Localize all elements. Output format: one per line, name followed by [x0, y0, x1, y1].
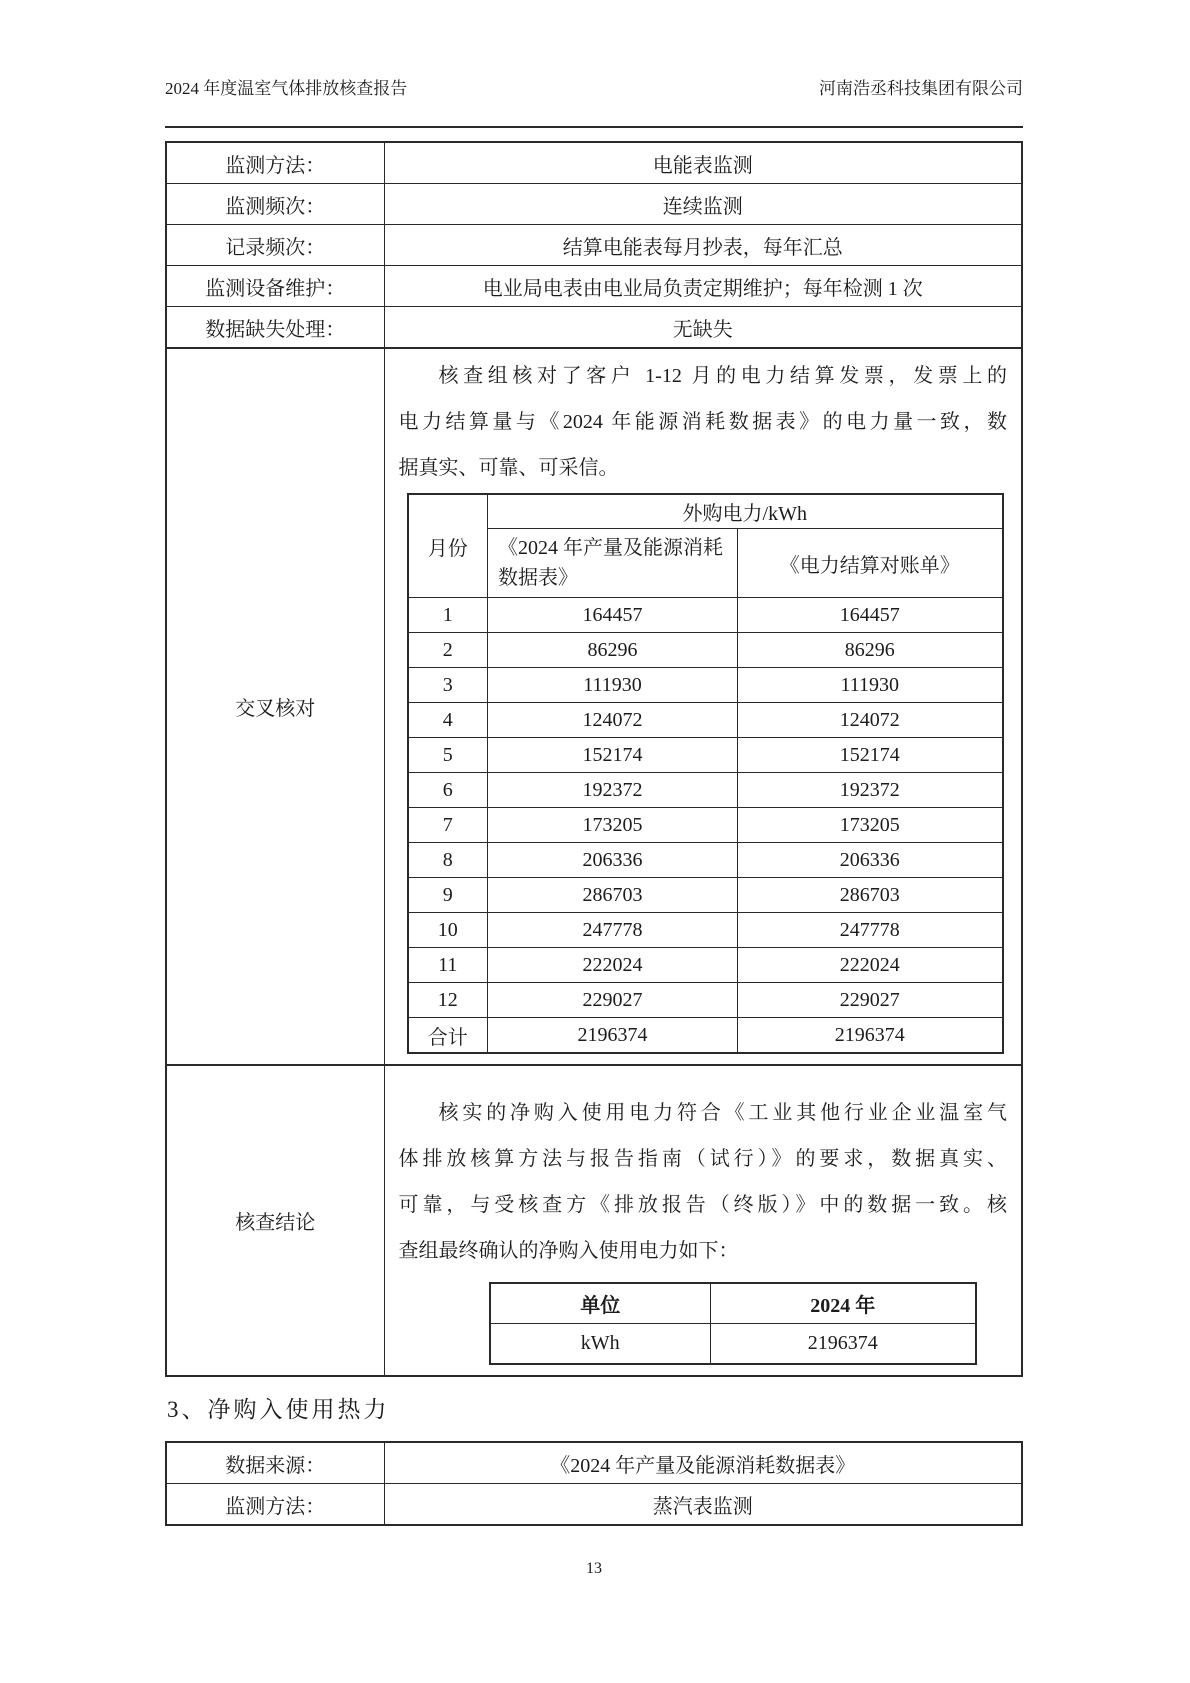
conclusion-label: 核查结论: [166, 1065, 384, 1376]
table-row: [166, 184, 1022, 225]
value-cell: 111930: [738, 668, 1003, 703]
month-column-header: 月份: [408, 494, 488, 598]
table-row: [408, 773, 1003, 808]
page-number: 13: [586, 1560, 602, 1577]
row-label: 监测频次：: [166, 184, 384, 225]
table-row: [490, 1324, 976, 1365]
header-report-title: 2024 年度温室气体排放核查报告: [165, 79, 408, 98]
row-value: 电业局电表由电业局负责定期维护；每年检测 1 次: [384, 266, 1022, 307]
table-row: [408, 878, 1003, 913]
table-row: [408, 913, 1003, 948]
table-row: [408, 668, 1003, 703]
table-row: [408, 598, 1003, 633]
table-row: [166, 266, 1022, 307]
total-value: 2196374: [738, 1018, 1003, 1054]
row-value: 无缺失: [384, 307, 1022, 349]
month-cell: 9: [408, 878, 488, 913]
paragraph-line: 体排放核算方法与报告指南（试行）》的要求，数据真实、: [398, 1148, 1007, 1170]
value-cell: 286703: [488, 878, 738, 913]
row-label: 记录频次：: [166, 225, 384, 266]
group-header: 外购电力/kWh: [488, 494, 1003, 529]
section-heading: 3、净购入使用热力: [167, 1397, 390, 1422]
month-cell: 1: [408, 598, 488, 633]
unit-header: 单位: [490, 1283, 711, 1324]
month-cell: 4: [408, 703, 488, 738]
cross-check-row: [166, 348, 1022, 1065]
table-row: [166, 225, 1022, 266]
cross-check-label: 交叉核对: [166, 348, 384, 1065]
conclusion-paragraph: [399, 1090, 1008, 1274]
paragraph-line: 据真实、可靠、可采信。: [398, 457, 619, 479]
table-header-row: [408, 494, 1003, 529]
source1-header: 《2024 年产量及能源消耗数据表》: [488, 529, 738, 598]
table-row: [408, 738, 1003, 773]
month-cell: 10: [408, 913, 488, 948]
row-label: 数据来源：: [166, 1442, 384, 1484]
paragraph-line: 电力结算量与《2024 年能源消耗数据表》的电力量一致，数: [398, 411, 1007, 433]
value-cell: 192372: [738, 773, 1003, 808]
cross-check-paragraph: [399, 353, 1008, 491]
table-row: [166, 307, 1022, 349]
value-cell: 229027: [488, 983, 738, 1018]
conclusion-content: [384, 1065, 1022, 1376]
value-cell: 111930: [488, 668, 738, 703]
electricity-monitoring-table: [165, 141, 1023, 1377]
cross-check-content: [384, 348, 1022, 1065]
table-row: [408, 633, 1003, 668]
month-cell: 5: [408, 738, 488, 773]
value-cell: 124072: [738, 703, 1003, 738]
table-row: [408, 948, 1003, 983]
month-cell: 12: [408, 983, 488, 1018]
row-value: 蒸汽表监测: [384, 1484, 1022, 1526]
value-cell: 152174: [488, 738, 738, 773]
conclusion-row: [166, 1065, 1022, 1376]
cross-check-data-table: [407, 493, 1004, 1054]
paragraph-line: 可靠，与受核查方《排放报告（终版）》中的数据一致。核: [398, 1194, 1007, 1216]
value-cell: 124072: [488, 703, 738, 738]
month-cell: 2: [408, 633, 488, 668]
row-label: 监测方法：: [166, 142, 384, 184]
table-total-row: [408, 1018, 1003, 1054]
value-cell: 86296: [738, 633, 1003, 668]
table-row: [166, 1484, 1022, 1526]
value-cell: 247778: [738, 913, 1003, 948]
month-cell: 11: [408, 948, 488, 983]
page-header: [165, 78, 1023, 128]
confirmed-electricity-table: [489, 1282, 977, 1365]
value-cell: 192372: [488, 773, 738, 808]
value-cell: 86296: [488, 633, 738, 668]
month-cell: 6: [408, 773, 488, 808]
month-cell: 7: [408, 808, 488, 843]
value-cell: 173205: [488, 808, 738, 843]
row-value: 电能表监测: [384, 142, 1022, 184]
value-cell: 206336: [738, 843, 1003, 878]
value-cell: 152174: [738, 738, 1003, 773]
value-cell: 164457: [738, 598, 1003, 633]
source2-header: 《电力结算对账单》: [738, 529, 1003, 598]
value-cell: 247778: [488, 913, 738, 948]
month-cell: 3: [408, 668, 488, 703]
unit-value: kWh: [490, 1324, 711, 1365]
year-header: 2024 年: [711, 1283, 976, 1324]
paragraph-line: 核实的净购入使用电力符合《工业其他行业企业温室气: [438, 1102, 1007, 1124]
table-row: [408, 703, 1003, 738]
header-company-name: 河南浩丞科技集团有限公司: [819, 79, 1023, 98]
value-cell: 164457: [488, 598, 738, 633]
row-label: 监测设备维护：: [166, 266, 384, 307]
value-cell: 222024: [738, 948, 1003, 983]
row-value: 结算电能表每月抄表，每年汇总: [384, 225, 1022, 266]
year-value: 2196374: [711, 1324, 976, 1365]
paragraph-line: 核查组核对了客户 1-12 月的电力结算发票，发票上的: [438, 365, 1007, 387]
value-cell: 229027: [738, 983, 1003, 1018]
table-row: [408, 843, 1003, 878]
value-cell: 173205: [738, 808, 1003, 843]
row-label: 监测方法：: [166, 1484, 384, 1526]
row-label: 数据缺失处理：: [166, 307, 384, 349]
table-row: [166, 142, 1022, 184]
paragraph-line: 查组最终确认的净购入使用电力如下：: [398, 1240, 739, 1262]
row-value: 《2024 年产量及能源消耗数据表》: [384, 1442, 1022, 1484]
value-cell: 206336: [488, 843, 738, 878]
value-cell: 286703: [738, 878, 1003, 913]
table-row: [408, 808, 1003, 843]
table-header-row: [490, 1283, 976, 1324]
total-label: 合计: [408, 1018, 488, 1054]
value-cell: 222024: [488, 948, 738, 983]
total-value: 2196374: [488, 1018, 738, 1054]
table-header-row: [408, 529, 1003, 598]
row-value: 连续监测: [384, 184, 1022, 225]
table-row: [166, 1442, 1022, 1484]
month-cell: 8: [408, 843, 488, 878]
heat-monitoring-table: [165, 1441, 1023, 1526]
table-row: [408, 983, 1003, 1018]
